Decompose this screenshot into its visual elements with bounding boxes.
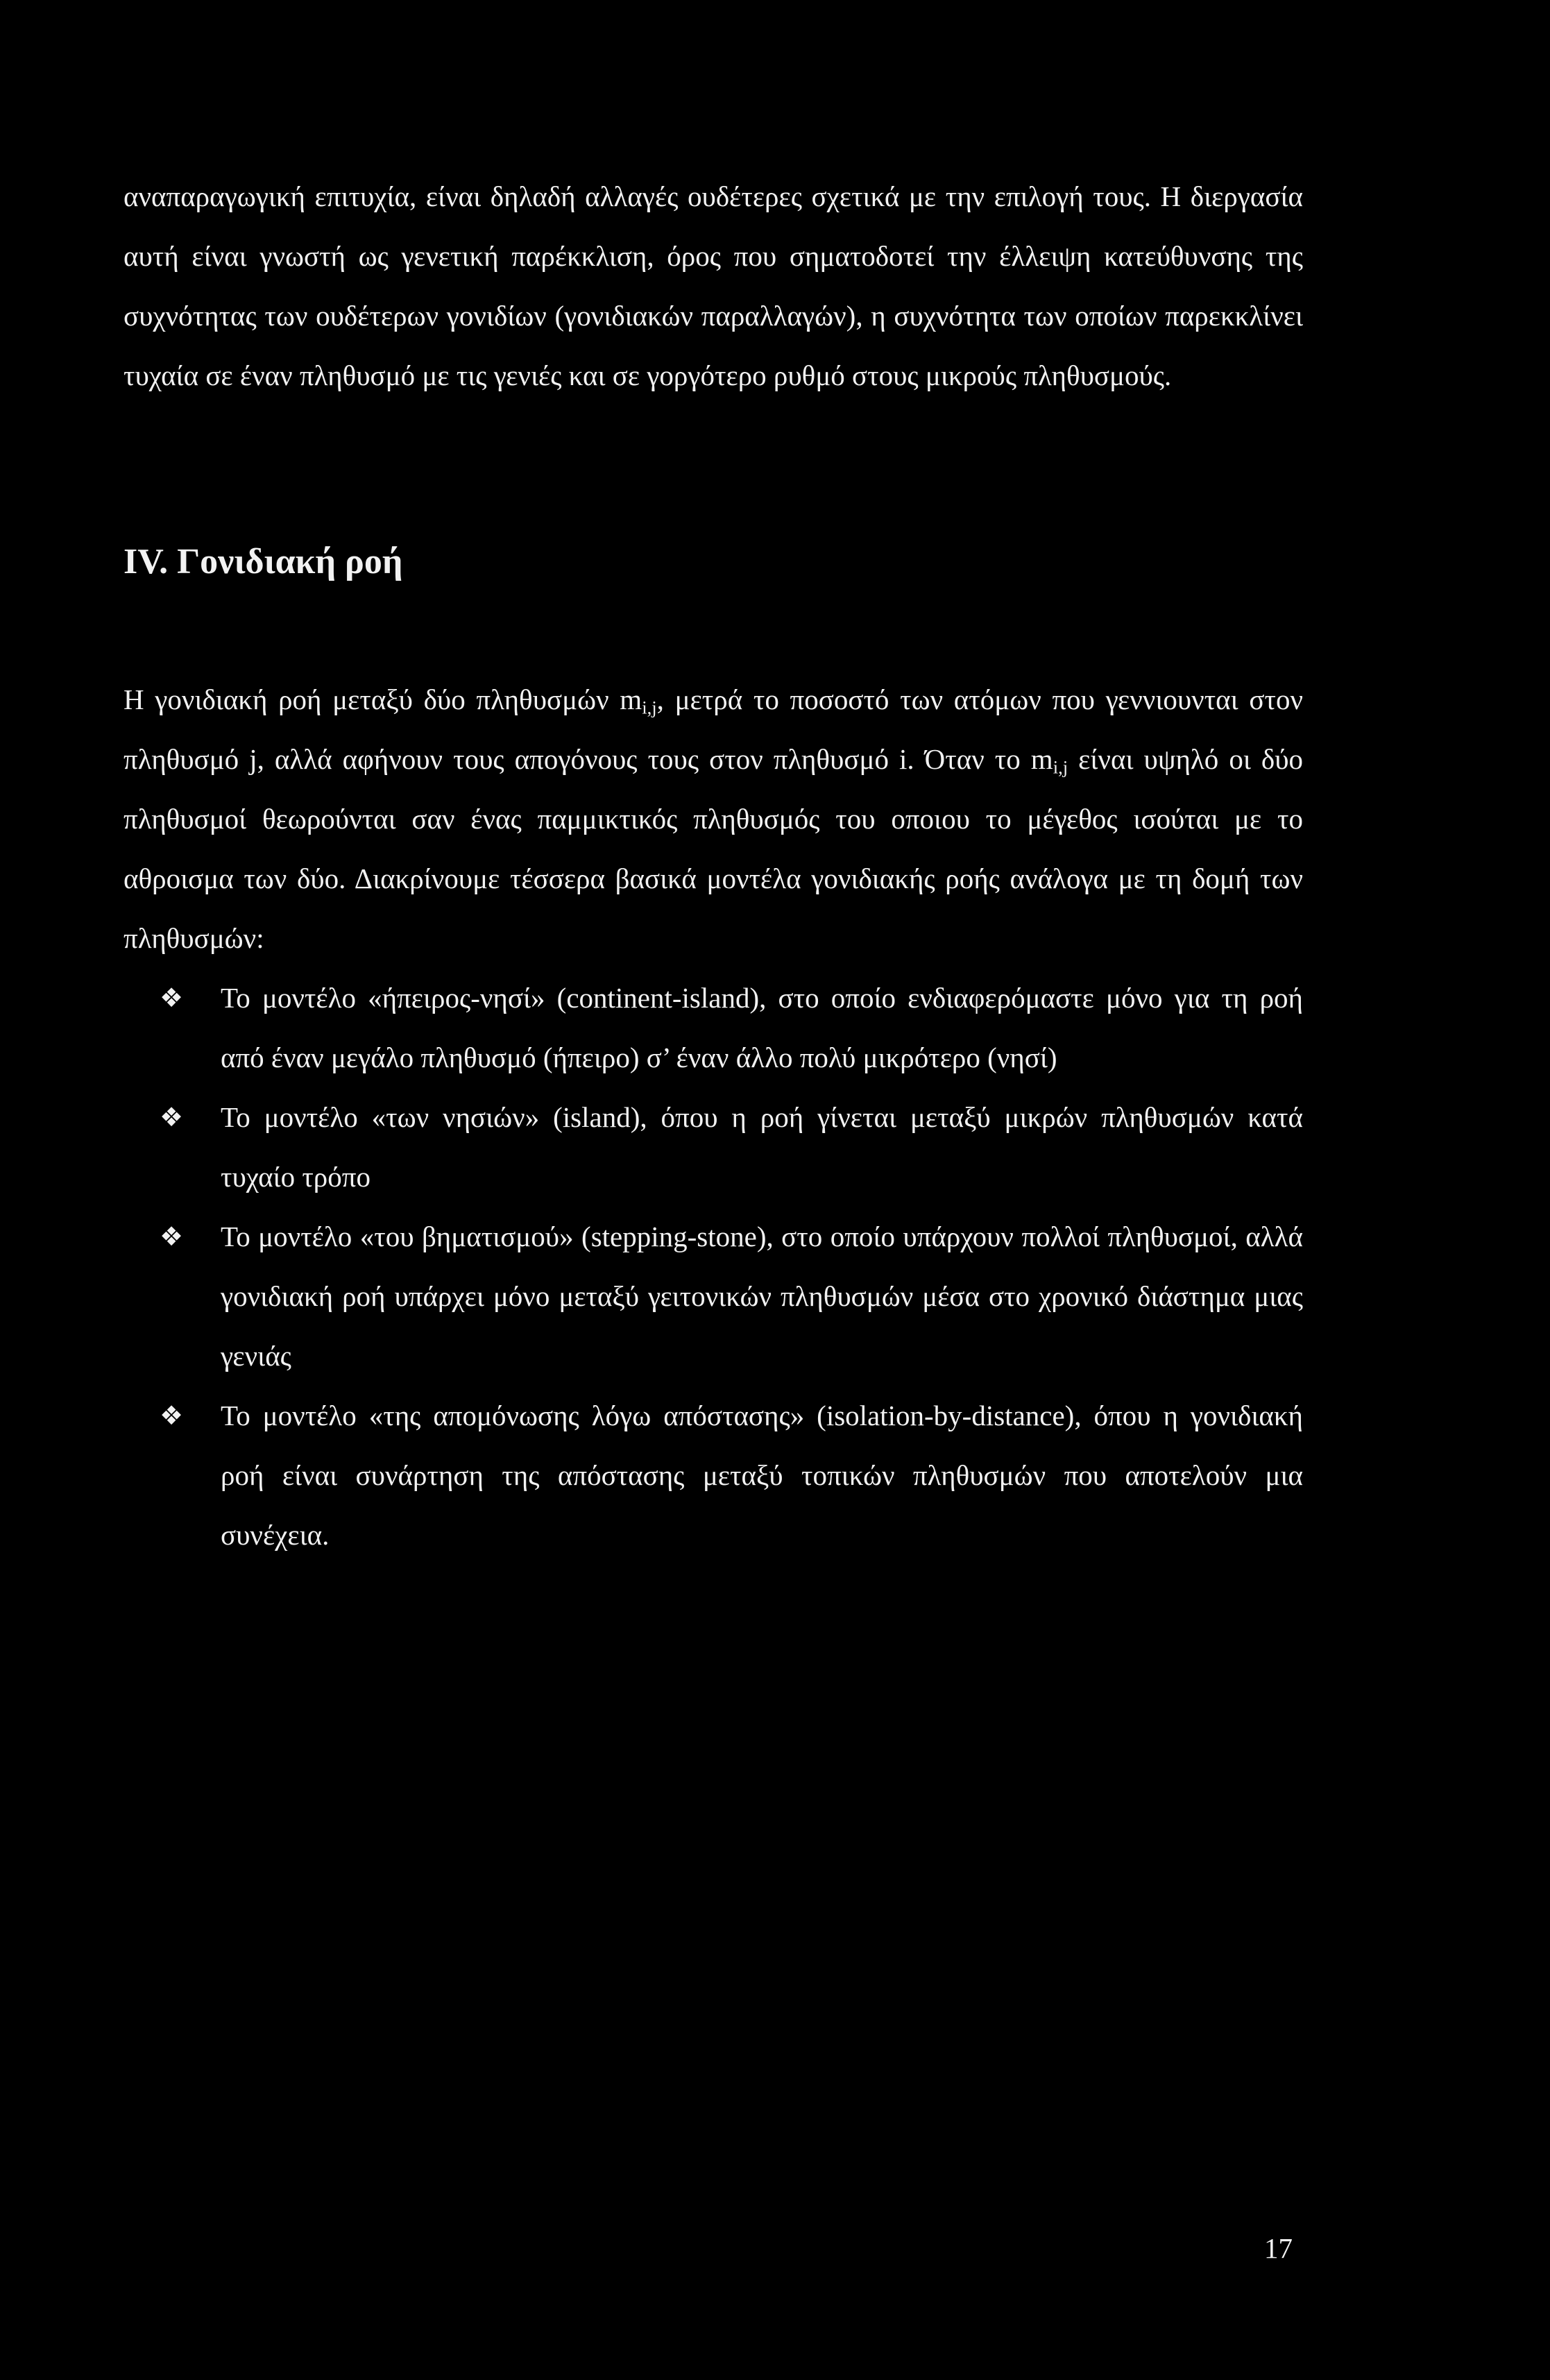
body-text-part-3: είναι υψηλό οι δύο πληθυσμοί θεωρούνται σαν ένας παμμικτικός πληθυσμός του οποιου το μέγεθος ισούται με το αθροισμα των δύο. Διακρίνουμε τέσσερα βασικά μοντέλα γονιδιακής ροής ανάλογα με τη δομή των πληθυσμών: bbox=[124, 743, 1304, 954]
four-diamond-bullet-icon: ❖ bbox=[160, 1102, 184, 1132]
four-diamond-bullet-icon: ❖ bbox=[160, 983, 184, 1013]
list-item-text: Το μοντέλο «των νησιών» (island), όπου η ροή γίνεται μεταξύ μικρών πληθυσμών κατά τυχαίο τρόπο bbox=[221, 1101, 1303, 1193]
four-diamond-bullet-icon: ❖ bbox=[160, 1221, 184, 1252]
list-item-text: Το μοντέλο «της απομόνωσης λόγω απόστασης» (isolation-by-distance), όπου η γονιδιακή ροή είναι συνάρτηση της απόστασης μεταξύ τοπικών πληθυσμών που αποτελούν μια συνέχεια. bbox=[221, 1400, 1303, 1551]
intro-paragraph: αναπαραγωγική επιτυχία, είναι δηλαδή αλλαγές ουδέτερες σχετικά με την επιλογή τους. Η διεργασία αυτή είναι γνωστή ως γενετική παρέκκλιση, όρος που σηματοδοτεί την έλλειψη κατεύθυνσης της συχνότητας των ουδέτερων γονιδίων (γονιδιακών παραλλαγών), η συχνότητα των οποίων παρεκκλίνει τυχαία σε έναν πληθυσμό με τις γενιές και σε γοργότερο ρυθμό στους μικρούς πληθυσμούς. bbox=[124, 180, 1303, 391]
list-item bbox=[124, 1087, 1303, 1207]
four-diamond-bullet-icon: ❖ bbox=[160, 1400, 184, 1431]
body-paragraph bbox=[124, 670, 1303, 968]
subscript-ij-2: i,j bbox=[1053, 756, 1068, 778]
list-item bbox=[124, 1207, 1303, 1386]
page-number: 17 bbox=[1264, 2232, 1293, 2264]
gene-flow-models-list bbox=[124, 968, 1303, 1565]
section-heading: IV. Γονιδιακή ροή bbox=[124, 542, 403, 581]
body-text-part-1: Η γονιδιακή ροή μεταξύ δύο πληθυσμών m bbox=[124, 683, 642, 715]
list-item bbox=[124, 1386, 1303, 1565]
list-item-text: Το μοντέλο «του βηματισμού» (stepping-stone), στο οποίο υπάρχουν πολλοί πληθυσμοί, αλλά γονιδιακή ροή υπάρχει μόνο μεταξύ γειτονικών πληθυσμών μέσα στο χρονικό διάστημα μιας γενιάς bbox=[221, 1221, 1303, 1372]
body-text-part-2: , μετρά το ποσοστό των ατόμων που γεννιουνται στον πληθυσμό j, αλλά αφήνουν τους απογόνους τους στον πληθυσμό i. Όταν το m bbox=[124, 683, 1303, 775]
list-item-text: Το μοντέλο «ήπειρος-νησί» (continent-island), στο οποίο ενδιαφερόμαστε μόνο για τη ροή από έναν μεγάλο πληθυσμό (ήπειρο) σ’ έναν άλλο πολύ μικρότερο (νησί) bbox=[221, 982, 1303, 1073]
list-item bbox=[124, 968, 1303, 1087]
subscript-ij-1: i,j bbox=[642, 697, 657, 718]
